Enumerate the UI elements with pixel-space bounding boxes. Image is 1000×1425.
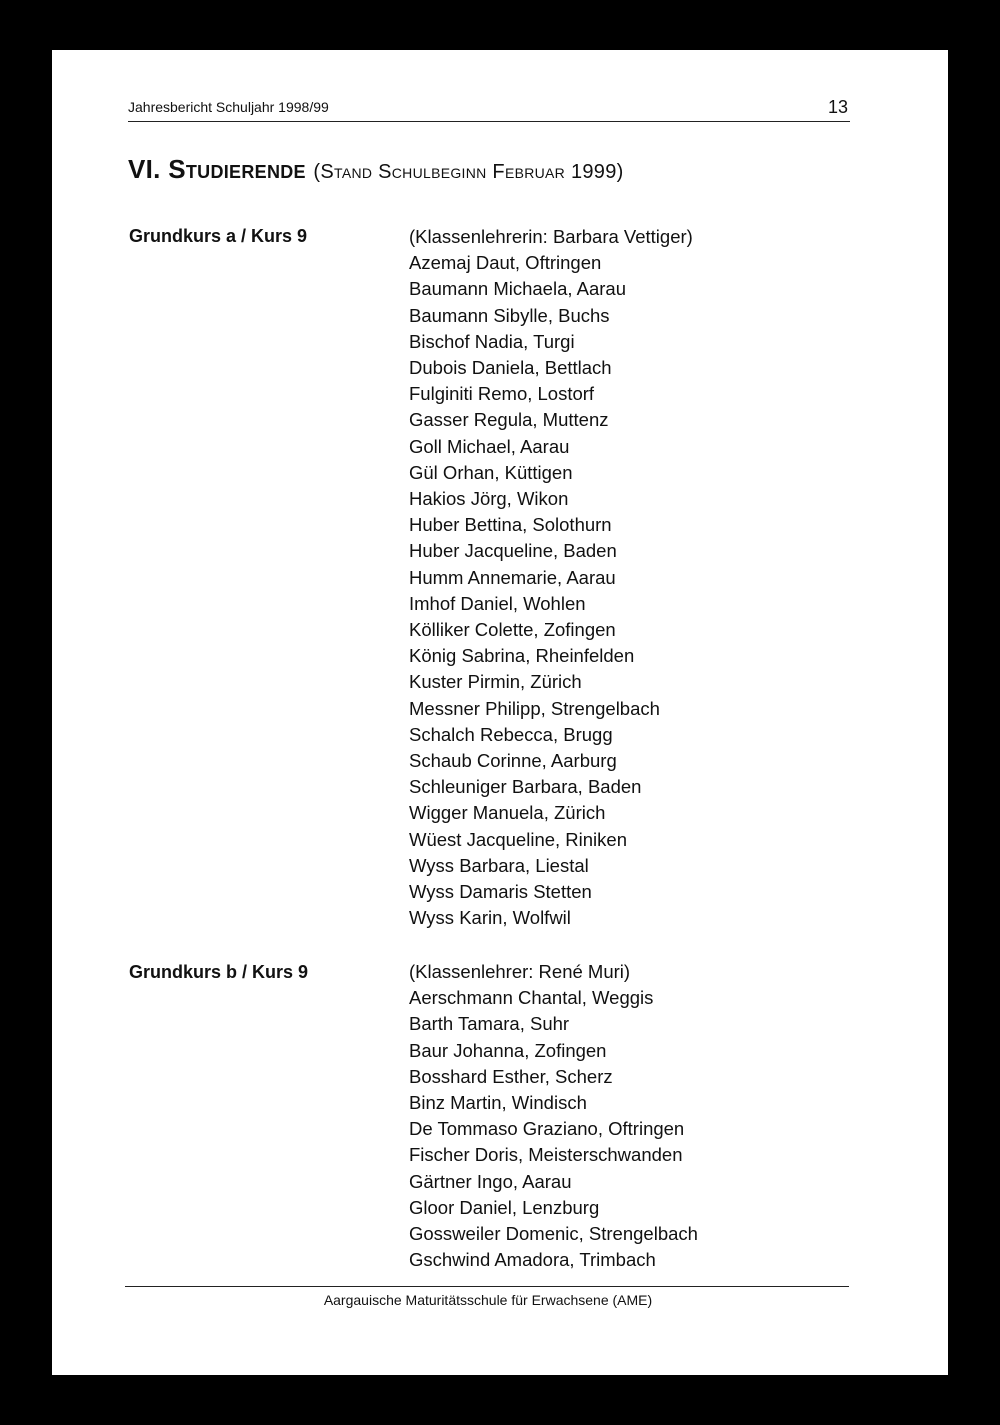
section-title-sub: (Stand Schulbeginn Februar 1999)	[313, 161, 624, 183]
student-list-b	[409, 959, 698, 1273]
student-entry: Gloor Daniel, Lenzburg	[409, 1196, 600, 1218]
student-entry: Binz Martin, Windisch	[409, 1092, 587, 1114]
student-entry: Gschwind Amadora, Trimbach	[409, 1249, 656, 1271]
student-entry: Fischer Doris, Meisterschwanden	[409, 1144, 683, 1166]
student-entry: Wyss Karin, Wolfwil	[409, 907, 571, 929]
student-entry: König Sabrina, Rheinfelden	[409, 645, 635, 667]
student-entry: Barth Tamara, Suhr	[409, 1013, 570, 1035]
student-entry: Messner Philipp, Strengelbach	[409, 697, 660, 719]
student-entry: Kuster Pirmin, Zürich	[409, 671, 582, 693]
student-entry: Baumann Michaela, Aarau	[409, 278, 626, 300]
footer-divider	[125, 1286, 849, 1287]
section-title-main: VI. Studierende	[128, 154, 306, 184]
student-entry: Gül Orhan, Küttigen	[409, 461, 573, 483]
student-entry: Wigger Manuela, Zürich	[409, 802, 606, 824]
section-title	[128, 154, 624, 185]
student-entry: Humm Annemarie, Aarau	[409, 566, 616, 588]
student-entry: Kölliker Colette, Zofingen	[409, 619, 616, 641]
header-title: Jahresbericht Schuljahr 1998/99	[128, 99, 329, 115]
student-entry: Gossweiler Domenic, Strengelbach	[409, 1223, 698, 1245]
student-entry: Wyss Barbara, Liestal	[409, 854, 589, 876]
student-entry: Imhof Daniel, Wohlen	[409, 592, 586, 614]
student-entry: Aerschmann Chantal, Weggis	[409, 987, 654, 1009]
student-entry: Hakios Jörg, Wikon	[409, 488, 569, 510]
student-entry: De Tommaso Graziano, Oftringen	[409, 1118, 685, 1140]
course-label-b: Grundkurs b / Kurs 9	[129, 962, 309, 982]
page-footer: Aargauische Maturitätsschule für Erwachsene (AME)	[323, 1292, 653, 1308]
student-entry: Baur Johanna, Zofingen	[409, 1039, 607, 1061]
student-entry: Wüest Jacqueline, Riniken	[409, 828, 627, 850]
student-entry: Dubois Daniela, Bettlach	[409, 357, 612, 379]
student-entry: Gärtner Ingo, Aarau	[409, 1170, 572, 1192]
student-entry: Gasser Regula, Muttenz	[409, 409, 609, 431]
student-entry: Goll Michael, Aarau	[409, 435, 570, 457]
student-entry: Baumann Sibylle, Buchs	[409, 304, 610, 326]
class-teacher-note: (Klassenlehrerin: Barbara Vettiger)	[409, 226, 693, 247]
student-entry: Schleuniger Barbara, Baden	[409, 776, 642, 798]
student-entry: Bosshard Esther, Scherz	[409, 1065, 613, 1087]
student-entry: Huber Bettina, Solothurn	[409, 514, 612, 536]
student-entry: Schaub Corinne, Aarburg	[409, 750, 617, 772]
course-label-a: Grundkurs a / Kurs 9	[129, 226, 308, 246]
page-header	[128, 99, 850, 122]
student-entry: Schalch Rebecca, Brugg	[409, 723, 613, 745]
student-list-a	[409, 224, 693, 931]
page-number: 13	[827, 97, 848, 117]
student-entry: Bischof Nadia, Turgi	[409, 330, 575, 352]
document-page	[52, 50, 948, 1375]
student-entry: Fulginiti Remo, Lostorf	[409, 383, 595, 405]
student-entry: Huber Jacqueline, Baden	[409, 540, 617, 562]
class-teacher-note: (Klassenlehrer: René Muri)	[409, 961, 631, 982]
student-entry: Wyss Damaris Stetten	[409, 881, 592, 903]
student-entry: Azemaj Daut, Oftringen	[409, 252, 602, 274]
